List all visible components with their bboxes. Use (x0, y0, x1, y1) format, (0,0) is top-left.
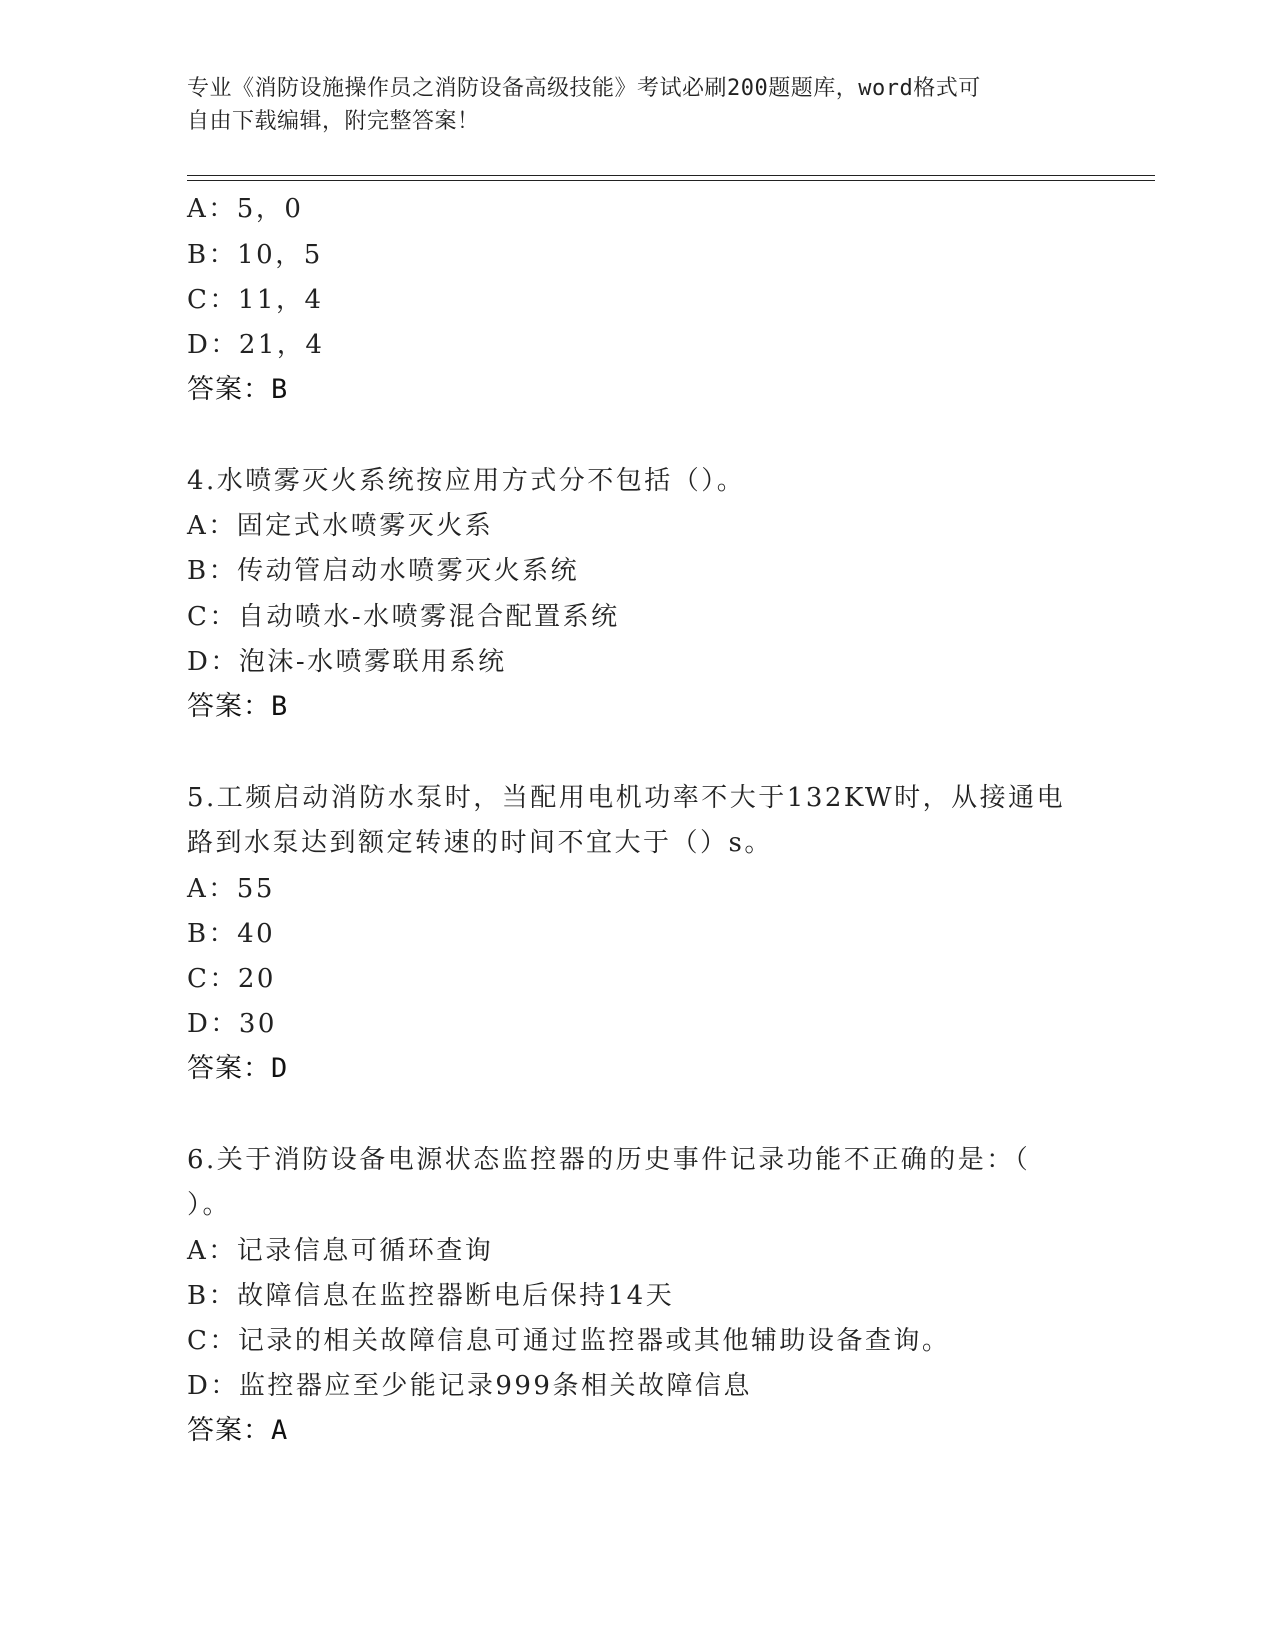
q4-stem: 4.水喷雾灭火系统按应用方式分不包括（）。 (187, 466, 746, 496)
q3-answer: 答案：B (187, 374, 289, 405)
q5-stem-line-1: 5.工频启动消防水泵时，当配用电机功率不大于132KW时，从接通电 (187, 783, 1066, 813)
q5-option-d: D：30 (187, 1009, 277, 1039)
q6-stem-line-1: 6.关于消防设备电源状态监控器的历史事件记录功能不正确的是：（ (187, 1145, 1031, 1175)
q5-answer: 答案：D (187, 1053, 289, 1084)
q5-option-b: B：40 (187, 919, 276, 949)
q4-option-a: A：固定式水喷雾灭火系 (187, 511, 494, 541)
q6-option-a: A：记录信息可循环查询 (187, 1236, 494, 1266)
q6-option-b: B：故障信息在监控器断电后保持14天 (187, 1281, 675, 1311)
q6-option-c: C：记录的相关故障信息可通过监控器或其他辅助设备查询。 (187, 1326, 951, 1356)
q5-stem-line-2: 路到水泵达到额定转速的时间不宜大于（）s。 (187, 828, 773, 858)
q4-option-b: B：传动管启动水喷雾灭火系统 (187, 556, 580, 586)
q6-option-d: D：监控器应至少能记录999条相关故障信息 (187, 1371, 752, 1401)
header-line-1: 专业《消防设施操作员之消防设备高级技能》考试必刷200题题库，word格式可 (187, 76, 981, 101)
header-rule-bottom (187, 180, 1155, 181)
q3-option-b: B：10，5 (187, 240, 323, 270)
q4-option-d: D：泡沫-水喷雾联用系统 (187, 647, 507, 677)
q3-option-d: D：21，4 (187, 330, 325, 360)
q5-option-a: A：55 (187, 874, 275, 904)
header-rule-top (187, 175, 1155, 176)
q3-option-a: A：5，0 (187, 194, 304, 224)
q3-option-c: C：11，4 (187, 285, 324, 315)
q5-option-c: C：20 (187, 964, 276, 994)
q4-option-c: C：自动喷水-水喷雾混合配置系统 (187, 602, 620, 632)
document-header (187, 72, 1067, 138)
q6-stem-line-2: ）。 (187, 1190, 232, 1220)
header-line-2: 自由下载编辑，附完整答案！ (187, 109, 480, 134)
q4-answer: 答案：B (187, 691, 289, 722)
q6-answer: 答案：A (187, 1415, 289, 1446)
